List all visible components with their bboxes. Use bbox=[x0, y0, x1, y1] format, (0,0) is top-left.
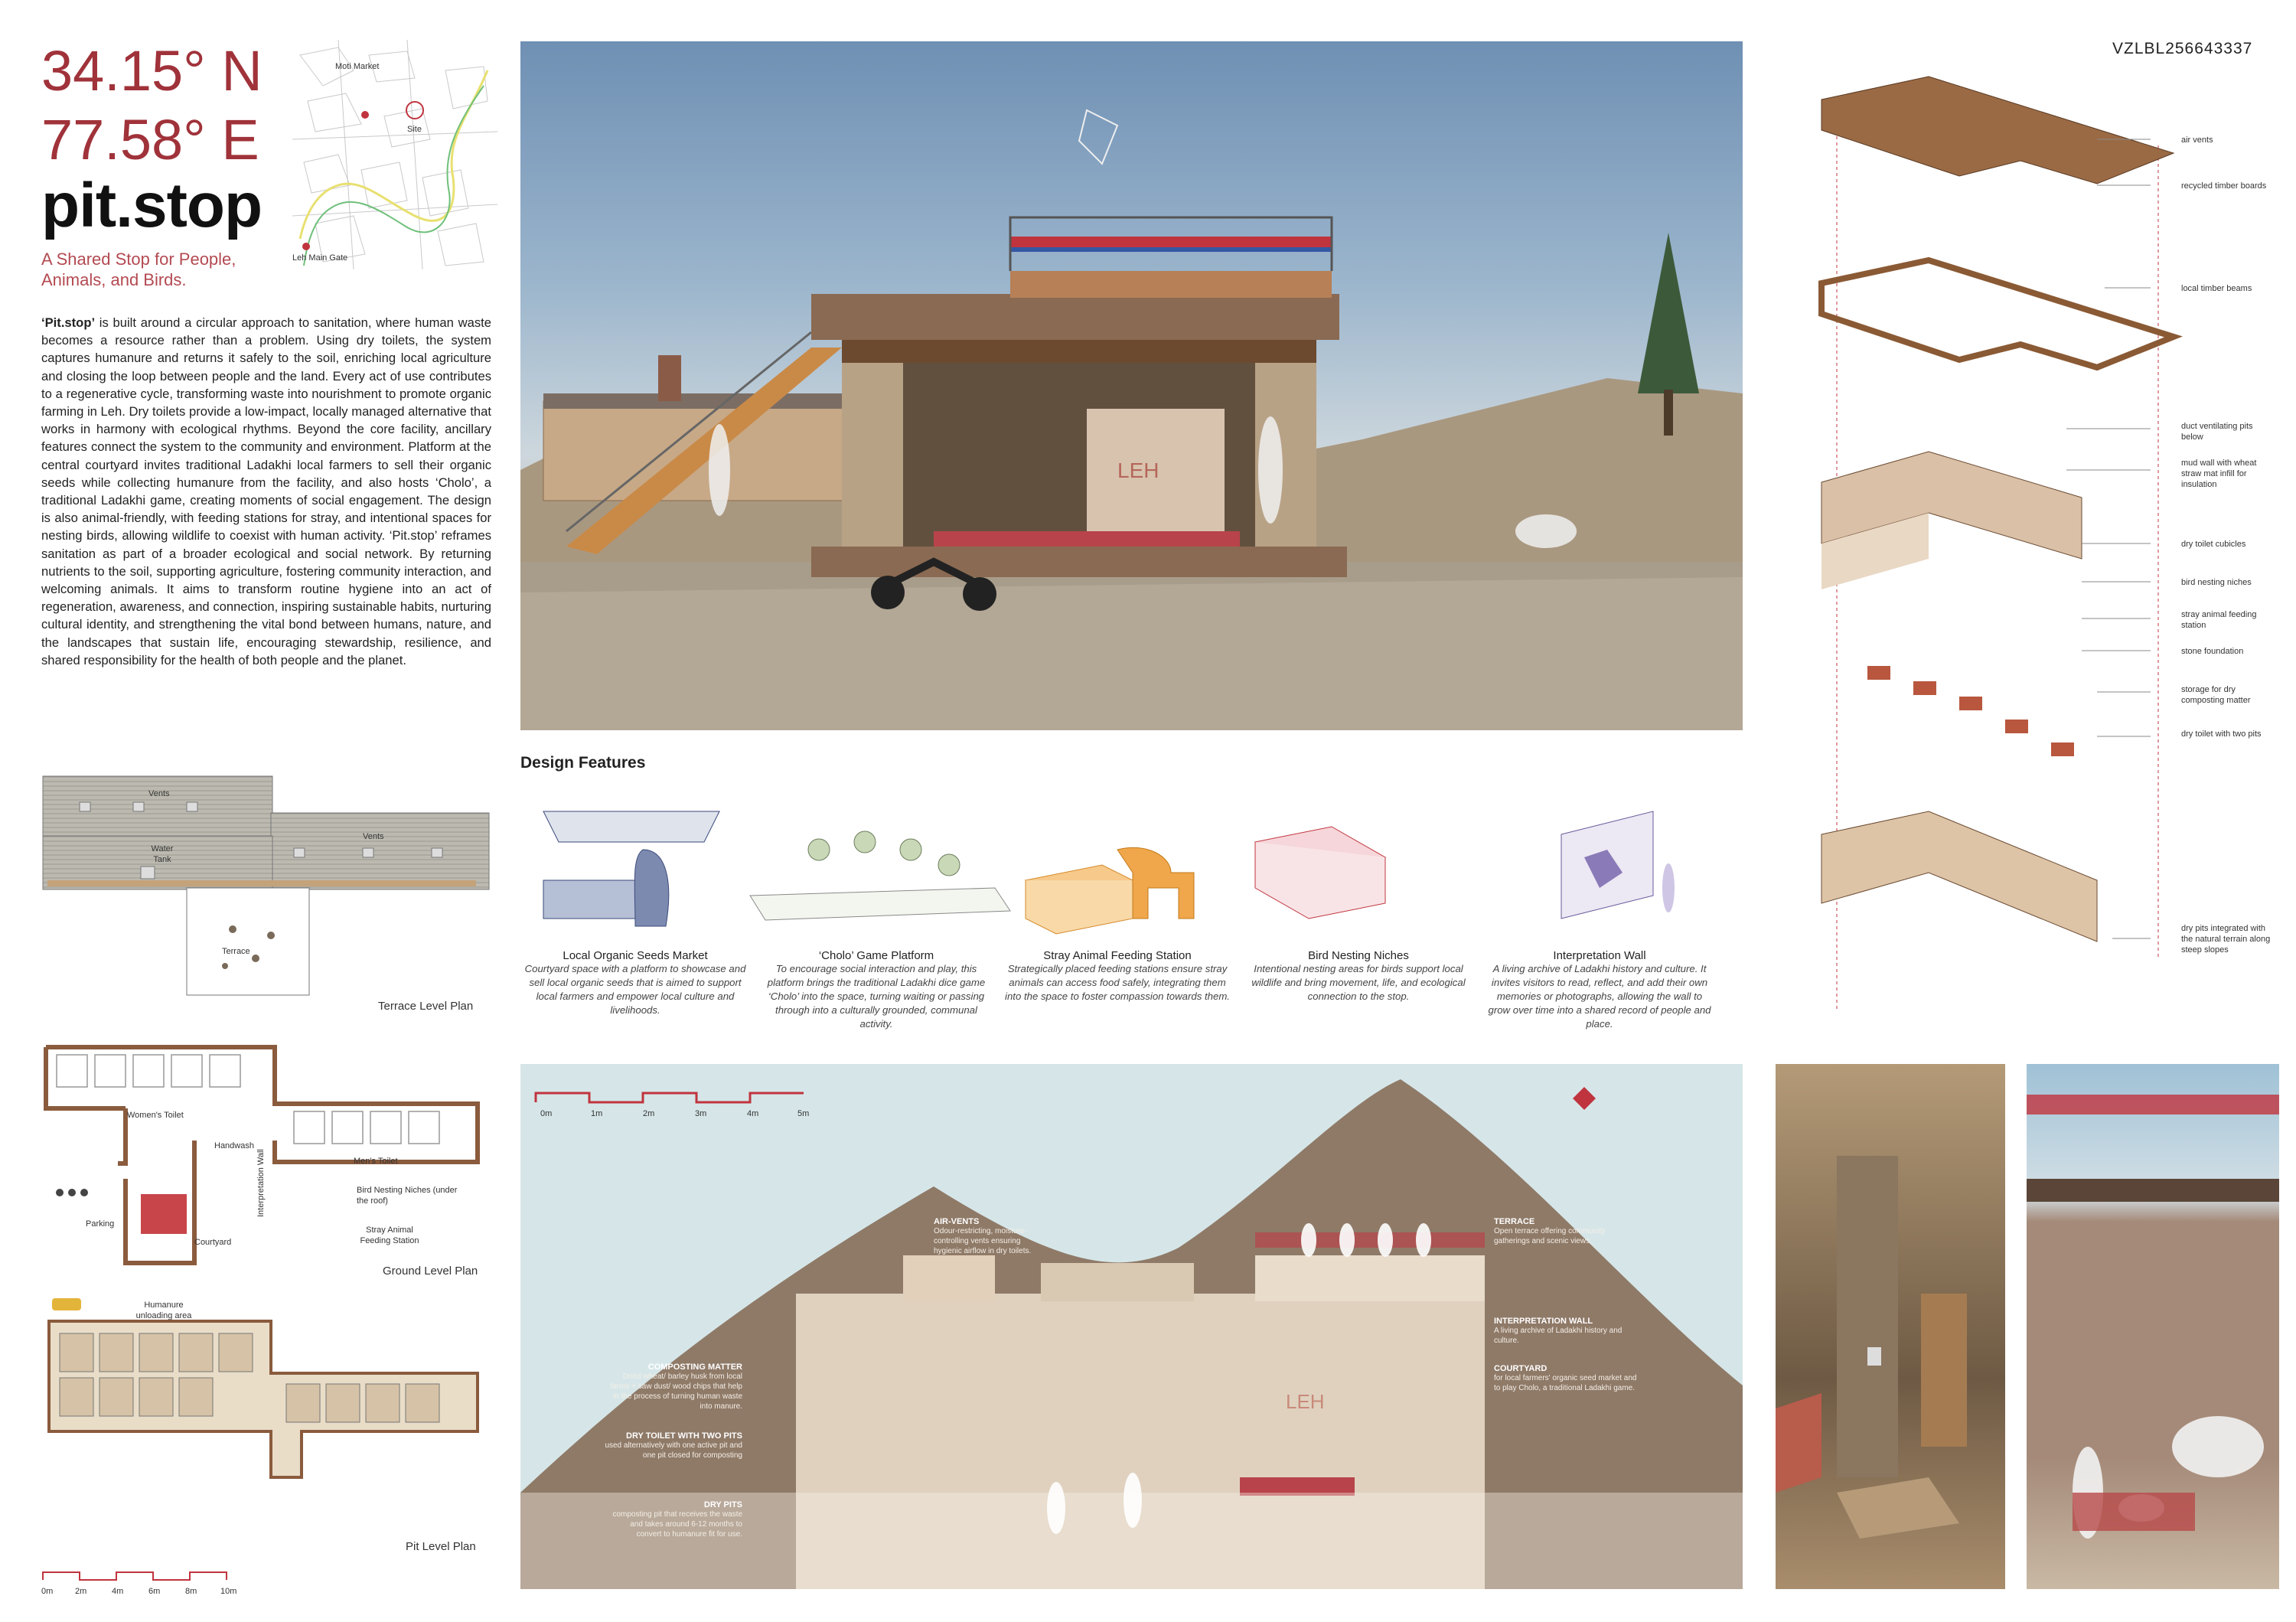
exterior-render bbox=[2027, 1064, 2279, 1589]
location-map bbox=[292, 40, 497, 269]
tag-mens-toilet: Men's Toilet bbox=[354, 1157, 398, 1166]
interpretation-wall-illustration bbox=[1561, 811, 1675, 919]
moti-market-marker bbox=[361, 111, 369, 119]
feature-desc: Courtyard space with a platform to showcase and sell local organic seeds that is aimed to support local farmers and empower local culture and livelihoods. bbox=[524, 963, 746, 1016]
axo-walls bbox=[1821, 452, 2082, 589]
callout-composting-matter bbox=[605, 1363, 742, 1411]
feature-desc: Intentional nesting areas for birds support local wildlife and bring movement, life, and ecological connection to the stop. bbox=[1251, 963, 1466, 1002]
scale-10: 10m bbox=[220, 1587, 237, 1596]
section-scale-4: 4m bbox=[747, 1109, 759, 1118]
callout-desc: Odour-restricting, moisture-controlling vents ensuring hygienic airflow in dry toilets. bbox=[934, 1227, 1032, 1255]
seeds-market-illustration bbox=[543, 811, 719, 926]
tag-terrace: Terrace bbox=[222, 947, 250, 956]
design-features bbox=[520, 788, 1743, 1049]
axo-label-timber-boards: recycled timber boards bbox=[2181, 181, 2267, 191]
axo-label-feeding-station: stray animal feeding station bbox=[2181, 610, 2257, 630]
feeding-station-illustration bbox=[1026, 847, 1194, 934]
section-scale-0: 0m bbox=[540, 1109, 553, 1118]
axo-label-dry-toilet: dry toilet with two pits bbox=[2181, 729, 2262, 739]
callout-title: COMPOSTING MATTER bbox=[647, 1363, 742, 1372]
callout-desc: A living archive of Ladakhi history and culture. bbox=[1494, 1327, 1623, 1345]
longitude: 77.58° E bbox=[41, 108, 259, 171]
tag-vents-1: Vents bbox=[148, 789, 170, 798]
terrace-plan-label: Terrace Level Plan bbox=[378, 1000, 474, 1013]
map-label-main-gate: Leh Main Gate bbox=[292, 253, 348, 263]
scale-0: 0m bbox=[41, 1587, 54, 1596]
axo-pits bbox=[1867, 666, 2074, 756]
axo-beams bbox=[1821, 260, 2174, 367]
feature-feeding-station bbox=[1003, 949, 1232, 1004]
tag-bird-nesting: Bird Nesting Niches (under the roof) bbox=[357, 1186, 458, 1206]
latitude: 34.15° N bbox=[41, 39, 263, 103]
tag-parking: Parking bbox=[86, 1219, 115, 1229]
terrace-plan bbox=[41, 775, 493, 997]
bird-niches-illustration bbox=[1255, 827, 1385, 919]
axo-label-air-vents: air vents bbox=[2181, 135, 2213, 145]
feature-bird-niches bbox=[1244, 949, 1473, 1004]
feature-desc: Strategically placed feeding stations ensure stray animals can access food safely, integrating them into the space to foster compassion towards them. bbox=[1005, 963, 1230, 1002]
callout-dry-toilet bbox=[605, 1431, 742, 1460]
description-lead: ‘Pit.stop’ bbox=[41, 315, 96, 330]
callout-title: AIR-VENTS bbox=[934, 1217, 980, 1226]
ground-plan-label: Ground Level Plan bbox=[383, 1265, 478, 1278]
pit-plan bbox=[41, 1294, 493, 1523]
callout-title: DRY PITS bbox=[703, 1500, 742, 1509]
project-description bbox=[41, 314, 491, 669]
callout-title: TERRACE bbox=[1494, 1217, 1535, 1226]
feature-title: ‘Cholo’ Game Platform bbox=[818, 949, 934, 962]
callout-air-vents bbox=[934, 1217, 1041, 1256]
main-render bbox=[520, 41, 1743, 730]
axo-foundation bbox=[1821, 811, 2097, 942]
exploded-axonometric bbox=[1776, 69, 2281, 1041]
section-drawing bbox=[520, 1064, 1743, 1589]
callout-interpretation-wall bbox=[1494, 1317, 1632, 1346]
axo-label-duct: duct ventilating pits below bbox=[2181, 422, 2253, 442]
axo-label-cubicles: dry toilet cubicles bbox=[2181, 540, 2246, 549]
tag-womens-toilet: Women's Toilet bbox=[127, 1111, 184, 1120]
feature-desc: To encourage social interaction and play, this platform brings the traditional Ladakhi dice game ‘Cholo’ into the space, turning waiting or passing through into a culturally grounded, communal activity. bbox=[767, 963, 986, 1030]
vehicle-icon bbox=[52, 1298, 81, 1310]
callout-title: DRY TOILET WITH TWO PITS bbox=[626, 1431, 742, 1441]
project-subtitle: A Shared Stop for People, Animals, and Birds. bbox=[41, 250, 236, 289]
callout-desc: for local farmers' organic seed market and to play Cholo, a traditional Ladakhi game. bbox=[1494, 1374, 1637, 1392]
tag-handwash: Handwash bbox=[214, 1141, 254, 1150]
tag-water-tank: Water Tank bbox=[151, 844, 174, 864]
feature-interpretation-wall bbox=[1485, 949, 1714, 1031]
axo-roof bbox=[1821, 77, 2174, 184]
scale-2: 2m bbox=[75, 1587, 87, 1596]
callout-title: COURTYARD bbox=[1494, 1364, 1548, 1373]
map-label-moti-market: Moti Market bbox=[335, 62, 380, 71]
plan-scale-bar bbox=[41, 1569, 256, 1600]
scale-8: 8m bbox=[185, 1587, 197, 1596]
tag-courtyard: Courtyard bbox=[194, 1238, 232, 1247]
project-id: VZLBL256643337 bbox=[2112, 40, 2253, 57]
project-title: pit.stop bbox=[41, 171, 263, 240]
ground-plan bbox=[41, 1041, 493, 1271]
callout-terrace bbox=[1494, 1217, 1632, 1246]
feature-title: Stray Animal Feeding Station bbox=[1043, 949, 1192, 962]
cholo-platform-illustration bbox=[750, 831, 1010, 920]
scale-4: 4m bbox=[112, 1587, 124, 1596]
feature-desc: A living archive of Ladakhi history and culture. It invites visitors to read, reflect, and add their own memories or photographs, allowing the wall to grow over time into a shared record of people and place. bbox=[1488, 963, 1711, 1030]
callout-dry-pits bbox=[605, 1500, 742, 1539]
axo-label-storage: storage for dry composting matter bbox=[2181, 685, 2251, 705]
feature-title: Local Organic Seeds Market bbox=[563, 949, 708, 962]
callout-courtyard bbox=[1494, 1364, 1639, 1393]
map-label-site: Site bbox=[407, 125, 422, 134]
feature-cholo-platform bbox=[762, 949, 991, 1031]
render-wall-text: LEH bbox=[1117, 459, 1159, 482]
feature-title: Bird Nesting Niches bbox=[1308, 949, 1409, 962]
feature-title: Interpretation Wall bbox=[1553, 949, 1646, 962]
scale-6: 6m bbox=[148, 1587, 161, 1596]
tag-feeding-station: Stray Animal Feeding Station bbox=[360, 1225, 419, 1245]
tag-interpretation-wall: Interpretation Wall bbox=[256, 1149, 266, 1217]
pit-plan-label: Pit Level Plan bbox=[406, 1540, 476, 1553]
tag-humanure-unloading: Humanure unloading area bbox=[135, 1301, 192, 1320]
axo-label-dry-pits: dry pits integrated with the natural terrain along steep slopes bbox=[2181, 924, 2271, 955]
callout-title: INTERPRETATION WALL bbox=[1494, 1317, 1593, 1326]
interior-render bbox=[1776, 1064, 2005, 1589]
tag-vents-2: Vents bbox=[363, 832, 384, 841]
axo-label-bird-niches: bird nesting niches bbox=[2181, 578, 2252, 587]
axo-label-stone-foundation: stone foundation bbox=[2181, 647, 2244, 656]
callout-desc: composting pit that receives the waste and takes around 6-12 months to convert to humanure fit for use. bbox=[612, 1510, 742, 1539]
section-scale-5: 5m bbox=[797, 1109, 810, 1118]
axo-label-timber-beams: local timber beams bbox=[2181, 284, 2252, 293]
callout-desc: Open terrace offering community gatherings and scenic views. bbox=[1494, 1227, 1606, 1245]
section-scale-2: 2m bbox=[643, 1109, 655, 1118]
section-scale-1: 1m bbox=[591, 1109, 603, 1118]
section-scale-3: 3m bbox=[695, 1109, 707, 1118]
callout-desc: Dried wheat/ barley husk from local farms + saw dust/ wood chips that help in the process of turning human waste into manure. bbox=[610, 1372, 742, 1411]
main-gate-marker bbox=[302, 243, 310, 250]
feature-seeds-market bbox=[520, 949, 750, 1017]
section-wall-text: LEH bbox=[1286, 1390, 1325, 1413]
callout-desc: used alternatively with one active pit and one pit closed for composting bbox=[605, 1441, 742, 1460]
description-text: is built around a circular approach to sanitation, where human waste becomes a resource rather than a problem. Using dry toilets, the system captures humanure and returns it safely to the soil, enriching local agriculture and closing the loop between people and the land. Every act of use contributes to a regenerative cycle, transforming waste into nourishment to promote organic farming in Leh. Dry toilets provide a low-impact, locally managed alternative that works in harmony with ecological rhythms. Beyond the core facility, ancillary features connect the system to the community and environment. Platform at the central courtyard invites traditional Ladakhi local farmers to sell their organic seeds while collecting humanure from the facility, and also hosts ‘Cholo’, a traditional Ladakhi game, creating moments of social engagement. The design is also animal-friendly, with feeding stations for stray, and intentional spaces for nesting birds, allowing wildlife to coexist with human activity. ‘Pit.stop’ reframes sanitation as part of a broader ecological and social network. By returning nutrients to the soil, supporting agriculture, fostering community interaction, and welcoming animals. It aims to transform routine hygiene into an act of regeneration, awareness, and connection, inspiring sustainable habits, nurturing cultural identity, and strengthening the vital bond between humans, nature, and the landscapes that sustain life, encouraging stewardship, resilience, and shared responsibility for the health of both people and the planet. bbox=[41, 315, 491, 667]
axo-label-mud-wall: mud wall with wheat straw mat infill for insulation bbox=[2181, 459, 2257, 489]
design-features-heading: Design Features bbox=[520, 754, 646, 772]
